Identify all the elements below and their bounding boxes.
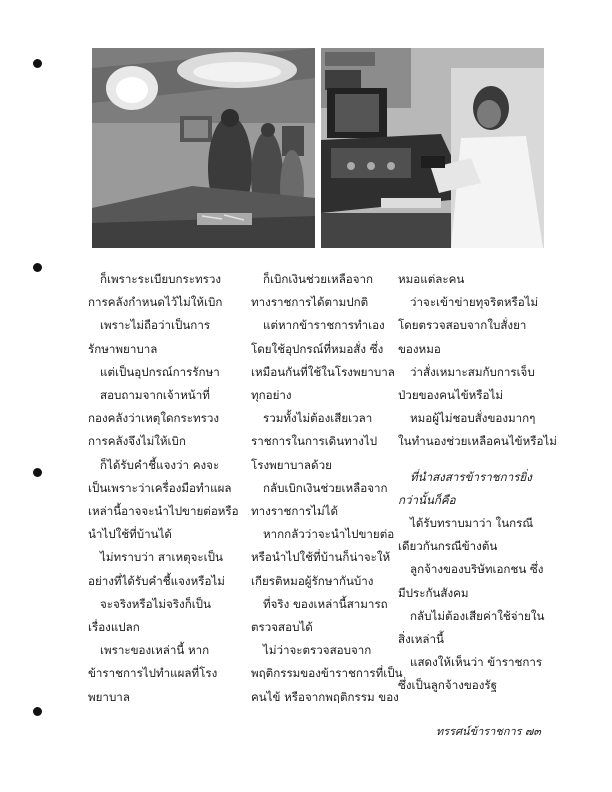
text-line: ว่าจะเข้าข่ายทุจริตหรือไม่ [410, 295, 539, 310]
text-line: หมอผู้ไม่ชอบสั่งของมากๆ [410, 411, 536, 426]
text-line: กองคลังว่าเหตุใดกระทรวง [88, 411, 220, 426]
photo-operating-room [92, 48, 315, 248]
text-line: เรื่องแปลก [88, 620, 140, 635]
text-line: ได้รับทราบมาว่า ในกรณี [410, 516, 534, 531]
text-line: เหล่านี้อาจจะนำไปขายต่อหรือ [88, 504, 239, 519]
text-line: สิ่งเหล่านี้ [398, 632, 444, 647]
article-column-1 [88, 268, 239, 709]
photo-ultrasound-machine [321, 48, 544, 248]
text-line: จะจริงหรือไม่จริงก็เป็น [100, 596, 211, 611]
text-line: ในทำนองช่วยเหลือคนไข้หรือไม่ [398, 434, 557, 449]
text-line: ว่าสั่งเหมาะสมกับการเจ็บ [410, 364, 535, 379]
text-line: ข้าราชการไปทำแผลที่โรง [88, 666, 218, 681]
article-column-2 [251, 268, 403, 709]
text-line: รักษาพยาบาล [88, 341, 158, 356]
text-line: มีประกันสังคม [398, 585, 469, 600]
text-line: ลูกจ้างของบริษัทเอกชน ซึ่ง [410, 562, 544, 577]
binder-hole-2 [33, 263, 42, 272]
text-line: ราชการในการเดินทางไป [251, 434, 378, 449]
text-line: ทุกอย่าง [251, 388, 292, 403]
text-line: ป่วยของคนไข้หรือไม่ [398, 388, 503, 403]
text-line: ทางราชการได้ตามปกติ [251, 295, 369, 310]
text-line: ของหมอ [398, 341, 441, 356]
text-line: หมอแต่ละคน [398, 272, 465, 286]
text-line: การคลังกำหนดไว้ไม่ให้เบิก [88, 295, 223, 310]
text-line: เพราะไม่ถือว่าเป็นการ [100, 318, 211, 333]
text-line: เป็นเพราะว่าเครื่องมือทำแผล [88, 480, 232, 495]
text-line: เพราะของเหล่านี้ หาก [100, 643, 210, 658]
text-line: กลับไม่ต้องเสียค่าใช้จ่ายใน [410, 608, 545, 623]
text-line: เกียรติหมอผู้รักษากันบ้าง [251, 573, 374, 588]
text-line: กลับเบิกเงินช่วยเหลือจาก [263, 480, 388, 495]
text-line: ก็เบิกเงินช่วยเหลือจาก [263, 272, 374, 286]
binder-hole-3 [33, 468, 42, 477]
text-line: โดยใช้อุปกรณ์ที่หมอสั่ง ซึ่ง [251, 341, 384, 356]
text-line: ก็ได้รับคำชี้แจงว่า คงจะ [100, 457, 220, 472]
text-line: แต่เป็นอุปกรณ์การรักษา [100, 364, 220, 379]
binder-hole-4 [33, 707, 42, 716]
text-line: แต่หากข้าราชการทำเอง [263, 318, 385, 333]
text-line: การคลังจึงไม่ให้เบิก [88, 434, 186, 449]
text-line: เดียวกันกรณีข้างต้น [398, 539, 498, 554]
text-line: พฤติกรรมของข้าราชการที่เป็น [251, 666, 403, 681]
text-line: คนไข้ หรือจากพฤติกรรม ของ [251, 689, 399, 704]
text-line: ไม่ว่าจะตรวจสอบจาก [263, 643, 372, 658]
text-line: ซึ่งเป็นลูกจ้างของรัฐ [398, 678, 498, 693]
text-line: ไม่ทราบว่า สาเหตุจะเป็น [100, 550, 223, 565]
text-line: ตรวจสอบได้ [251, 620, 313, 635]
text-line: รวมทั้งไม่ต้องเสียเวลา [263, 411, 373, 426]
text-line: โดยตรวจสอบจากใบสั่งยา [398, 318, 527, 333]
pull-quote: ที่นำสงสารข้าราชการยิ่ง [410, 469, 532, 484]
text-line: สอบถามจากเจ้าหน้าที่ [100, 388, 210, 403]
text-line: หรือนำไปใช้ที่บ้านก็น่าจะให้ [251, 550, 391, 565]
text-line: หากกลัวว่าจะนำไปขายต่อ [263, 527, 395, 542]
text-line: นำไปใช้ที่บ้านได้ [88, 527, 172, 542]
text-line: แสดงให้เห็นว่า ข้าราชการ [410, 655, 543, 670]
article-column-3 [398, 268, 557, 698]
text-line: ที่จริง ของเหล่านี้สามารถ [263, 596, 388, 611]
text-line: พยาบาล [88, 689, 130, 704]
binder-hole-1 [33, 59, 42, 68]
text-line: ก็เพราะระเบียบกระทรวง [100, 272, 222, 286]
text-line: โรงพยาบาลด้วย [251, 457, 332, 472]
text-line: ทางราชการไม่ได้ [251, 504, 339, 519]
page-footer: ทรรศน์ข้าราชการ ๗๓ [436, 725, 541, 738]
pull-quote: กว่านั้นก็คือ [398, 492, 456, 507]
text-line: อย่างที่ได้รับคำชี้แจงหรือไม่ [88, 573, 225, 588]
text-line: เหมือนกันที่ใช้ในโรงพยาบาล [251, 364, 395, 379]
